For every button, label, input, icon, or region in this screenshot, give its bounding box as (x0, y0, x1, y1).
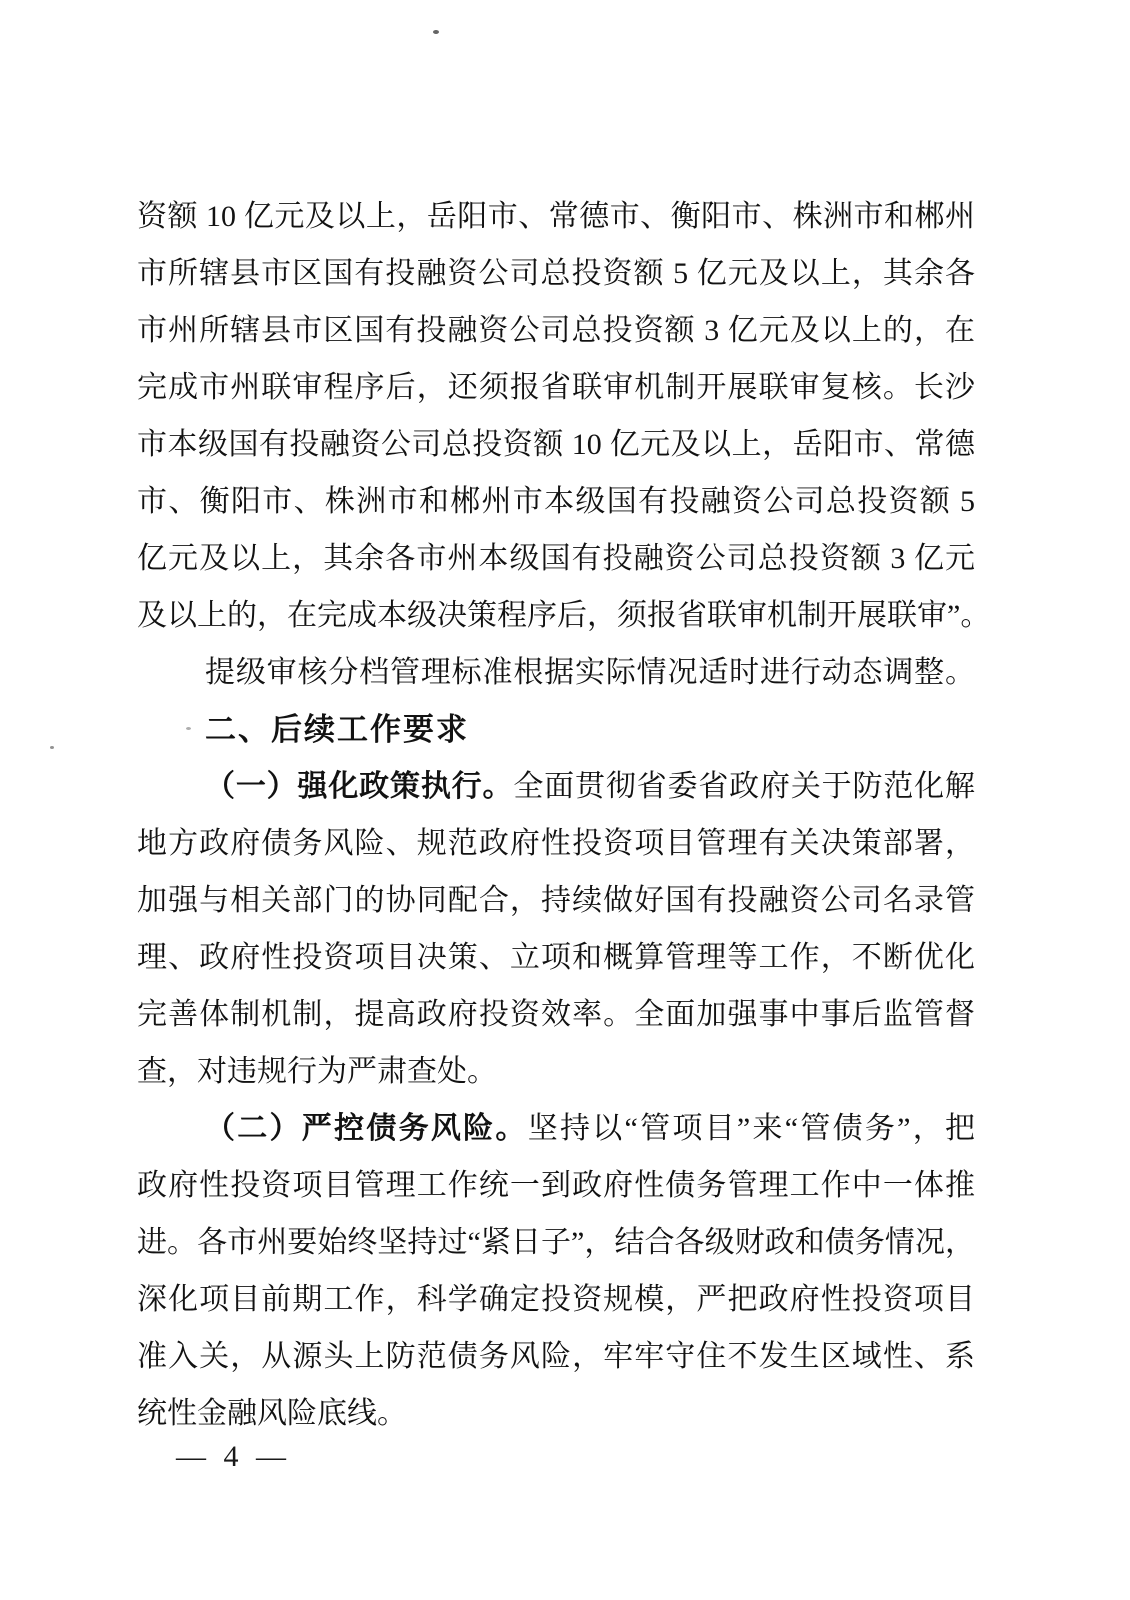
body-line: 市州所辖县市区国有投融资公司总投资额 3 亿元及以上的，在 (137, 314, 975, 347)
scan-speck (433, 30, 439, 34)
body-line: 提级审核分档管理标准根据实际情况适时进行动态调整。 (205, 656, 975, 689)
body-line (137, 758, 975, 815)
body-line: 市所辖县市区国有投融资公司总投资额 5 亿元及以上，其余各 (137, 257, 975, 290)
paragraph-lead: （一）强化政策执行。 (205, 770, 514, 803)
body-line: 政府性投资项目管理工作统一到政府性债务管理工作中一体推 (137, 1169, 975, 1202)
body-line: 统性金融风险底线。 (137, 1397, 407, 1430)
body-line (137, 1100, 975, 1157)
body-text: 全面贯彻省委省政府关于防范化解 (513, 770, 976, 803)
body-line: 市本级国有投融资公司总投资额 10 亿元及以上，岳阳市、常德 (137, 428, 975, 461)
body-line: 理、政府性投资项目决策、立项和概算管理等工作，不断优化 (137, 941, 975, 974)
body-line: 亿元及以上，其余各市州本级国有投融资公司总投资额 3 亿元 (137, 542, 975, 575)
body-line: 完成市州联审程序后，还须报省联审机制开展联审复核。长沙 (137, 371, 975, 404)
body-line: 深化项目前期工作，科学确定投资规模，严把政府性投资项目 (137, 1283, 975, 1316)
body-line: 资额 10 亿元及以上，岳阳市、常德市、衡阳市、株洲市和郴州 (137, 200, 975, 233)
body-line: 市、衡阳市、株洲市和郴州市本级国有投融资公司总投资额 5 (137, 485, 975, 518)
scan-speck (50, 746, 54, 749)
body-line: 及以上的，在完成本级决策程序后，须报省联审机制开展联审”。 (137, 599, 991, 632)
paragraph-lead: （二）严控债务风险。 (205, 1112, 528, 1145)
section-heading: 二、后续工作要求 (205, 712, 469, 747)
body-text: 坚持以“管项目”来“管债务”，把 (527, 1112, 976, 1145)
document-body (137, 188, 991, 1442)
body-line: 查，对违规行为严肃查处。 (137, 1055, 497, 1088)
body-line: 进。各市州要始终坚持过“紧日子”，结合各级财政和债务情况， (137, 1226, 975, 1259)
page-number: — 4 — (176, 1440, 291, 1473)
body-line: 完善体制机制，提高政府投资效率。全面加强事中事后监管督 (137, 998, 975, 1031)
body-line: 加强与相关部门的协同配合，持续做好国有投融资公司名录管 (137, 884, 975, 917)
body-line: 准入关，从源头上防范债务风险，牢牢守住不发生区域性、系 (137, 1340, 975, 1373)
body-line: 地方政府债务风险、规范政府性投资项目管理有关决策部署， (137, 827, 975, 860)
